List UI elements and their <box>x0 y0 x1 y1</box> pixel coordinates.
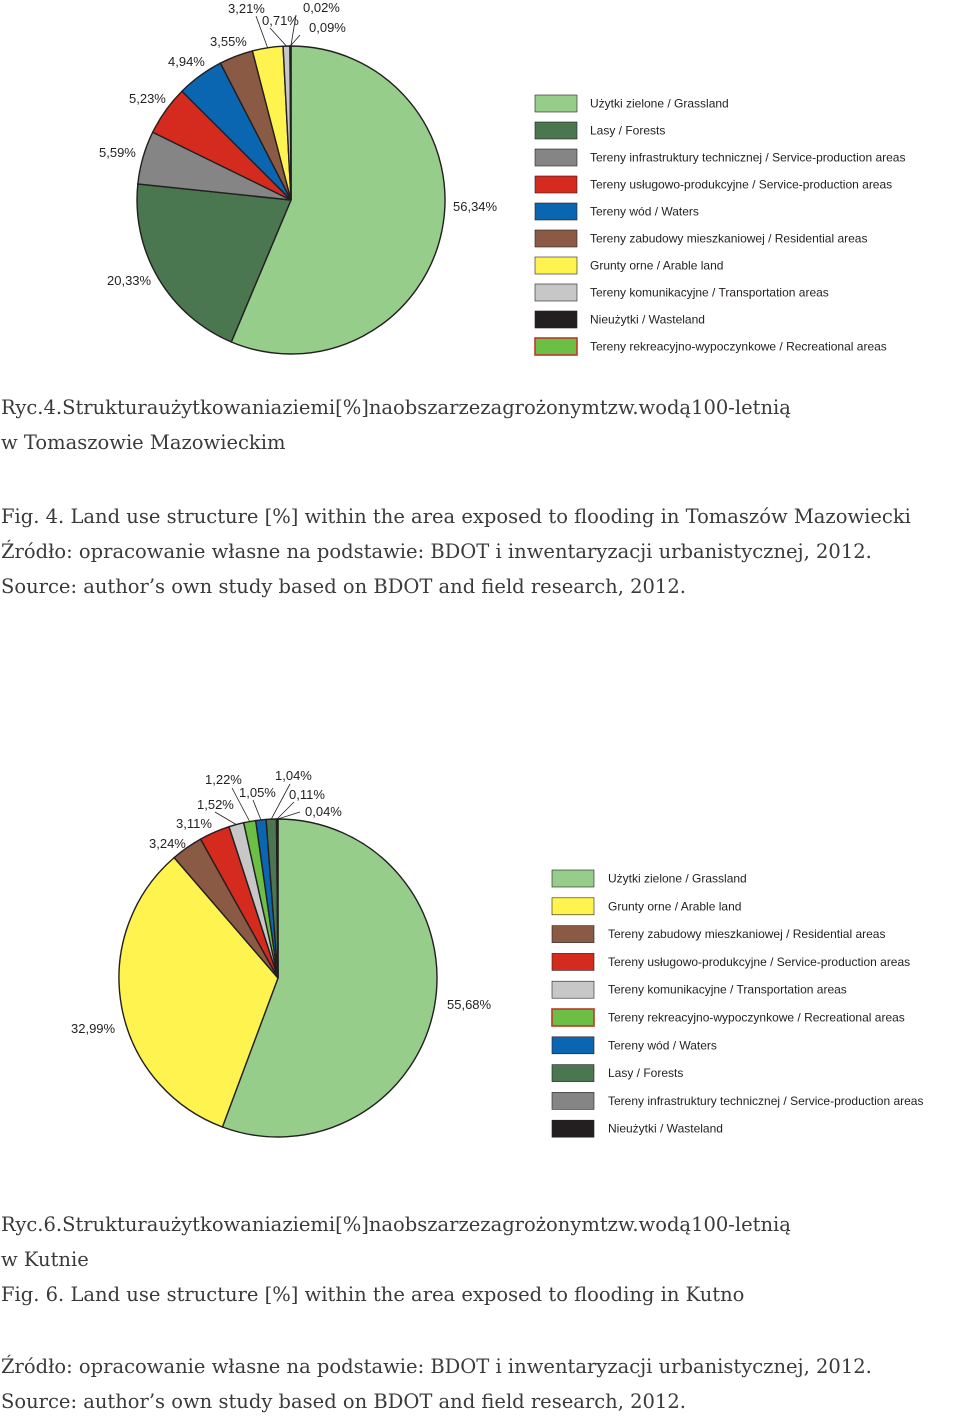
legend-swatch-residential <box>552 926 594 943</box>
slice-label-recreational: 1,22% <box>205 772 242 787</box>
fig4-word: 4. <box>43 396 63 419</box>
fig6-word: Struktura <box>62 1213 159 1236</box>
legend-swatch-arable <box>552 898 594 915</box>
slice-label-wasteland: 0,09% <box>309 20 346 35</box>
fig4-word: obszarze <box>393 396 481 419</box>
legend-label-recreational: Tereny rekreacyjno-wypoczynkowe / Recreational areas <box>608 1010 905 1025</box>
slice-label-service: 3,11% <box>176 816 212 831</box>
slice-label-waters: 1,05% <box>239 785 276 800</box>
slice-label-grassland: 56,34% <box>453 199 498 214</box>
fig4-word: użytkowania <box>158 396 283 419</box>
slice-label-waters: 4,94% <box>168 54 205 69</box>
legend-label-wasteland: Nieużytki / Wasteland <box>590 312 705 327</box>
pie-slices <box>137 46 445 354</box>
legend-swatch-forests <box>535 122 577 139</box>
pie-chart-tomaszow <box>0 0 960 365</box>
fig6-word: wodą <box>638 1213 692 1236</box>
fig4-word: [%] <box>335 396 369 419</box>
legend-label-service: Tereny usługowo-produkcyjne / Service-production areas <box>608 954 911 969</box>
legend-swatch-grassland <box>535 95 577 112</box>
fig6-word: obszarze <box>393 1213 481 1236</box>
legend-label-arable: Grunty orne / Arable land <box>608 899 742 914</box>
legend-swatch-recreational <box>552 1009 594 1026</box>
legend-swatch-transport <box>552 981 594 998</box>
legend-swatch-service <box>535 176 577 193</box>
leader-line-transport <box>215 812 236 825</box>
pie-chart-kutno <box>0 760 960 1160</box>
caption-fig4-source-en: Source: author’s own study based on BDOT and field research, 2012. <box>1 575 686 598</box>
legend-swatch-waters <box>552 1037 594 1054</box>
legend-label-technical: Tereny infrastruktury technicznej / Service-production areas <box>608 1093 924 1108</box>
caption-fig6-source-pl: Źródło: opracowanie własne na podstawie: BDOT i inwentaryzacji urbanistycznej, 2012. <box>1 1355 872 1378</box>
legend-label-technical: Tereny infrastruktury technicznej / Service-production areas <box>590 150 906 165</box>
fig4-word: 100-letnią <box>691 396 791 419</box>
legend-swatch-technical <box>535 149 577 166</box>
legend-swatch-recreational <box>535 338 577 355</box>
slice-label-technical: 0,11% <box>289 787 325 802</box>
leader-line-waters <box>253 800 261 820</box>
slice-label-residential: 3,55% <box>210 34 247 49</box>
fig4-word: tzw. <box>599 396 639 419</box>
fig6-word: ziemi <box>282 1213 336 1236</box>
fig4-word: na <box>368 396 394 419</box>
fig6-word: 100-letnią <box>691 1213 791 1236</box>
legend-label-residential: Tereny zabudowy mieszkaniowej / Residential areas <box>608 927 886 942</box>
pie-slices <box>119 819 437 1137</box>
leader-line-transport <box>270 28 287 46</box>
fig4-word: wodą <box>638 396 692 419</box>
fig4-word: zagrożonym <box>480 396 600 419</box>
legend-label-wasteland: Nieużytki / Wasteland <box>608 1121 723 1136</box>
slice-label-arable: 3,21% <box>228 1 265 16</box>
legend-label-waters: Tereny wód / Waters <box>608 1038 717 1053</box>
legend-swatch-waters <box>535 203 577 220</box>
slice-label-wasteland: 0,04% <box>305 804 342 819</box>
legend-label-residential: Tereny zabudowy mieszkaniowej / Residential areas <box>590 231 868 246</box>
caption-fig6-pl-line2: w Kutnie <box>1 1248 89 1271</box>
slice-label-residential: 3,24% <box>149 836 186 851</box>
legend-swatch-forests <box>552 1065 594 1082</box>
fig4-word: Struktura <box>62 396 159 419</box>
slice-label-forests: 1,04% <box>275 768 312 783</box>
legend-label-arable: Grunty orne / Arable land <box>590 258 724 273</box>
caption-fig6-en: Fig. 6. Land use structure [%] within the area exposed to flooding in Kutno <box>1 1283 745 1306</box>
legend-label-forests: Lasy / Forests <box>608 1066 684 1081</box>
caption-fig4-en-block <box>1 499 960 604</box>
fig6-word: na <box>368 1213 394 1236</box>
legend-swatch-wasteland <box>535 311 577 328</box>
fig6-word: tzw. <box>599 1213 639 1236</box>
legend-label-transport: Tereny komunikacyjne / Transportation areas <box>608 982 847 997</box>
legend-label-grassland: Użytki zielone / Grassland <box>590 96 729 111</box>
slice-label-recreational: 0,02% <box>303 0 340 15</box>
legend-label-forests: Lasy / Forests <box>590 123 666 138</box>
caption-fig4-pl-line1 <box>1 390 959 425</box>
legend <box>552 870 923 1137</box>
legend <box>535 95 905 355</box>
caption-fig4-source-pl: Źródło: opracowanie własne na podstawie: BDOT i inwentaryzacji urbanistycznej, 2012. <box>1 540 872 563</box>
legend-label-service: Tereny usługowo-produkcyjne / Service-production areas <box>590 177 893 192</box>
fig6-word: użytkowania <box>158 1213 283 1236</box>
slice-label-forests: 20,33% <box>107 273 152 288</box>
caption-fig4-pl-line2: w Tomaszowie Mazowieckim <box>1 431 286 454</box>
slice-label-transport: 0,71% <box>262 13 299 28</box>
caption-fig4 <box>1 390 960 460</box>
legend-swatch-grassland <box>552 870 594 887</box>
legend-label-waters: Tereny wód / Waters <box>590 204 699 219</box>
legend-swatch-technical <box>552 1092 594 1109</box>
legend-label-transport: Tereny komunikacyjne / Transportation areas <box>590 285 829 300</box>
caption-fig6 <box>1 1207 960 1312</box>
legend-swatch-transport <box>535 284 577 301</box>
fig6-word: Ryc. <box>1 1213 44 1236</box>
fig6-word: zagrożonym <box>480 1213 600 1236</box>
caption-fig6-source-en: Source: author’s own study based on BDOT and field research, 2012. <box>1 1390 686 1413</box>
fig6-word: [%] <box>335 1213 369 1236</box>
legend-swatch-residential <box>535 230 577 247</box>
fig4-word: Ryc. <box>1 396 44 419</box>
slice-label-grassland: 55,68% <box>447 997 492 1012</box>
caption-fig6-source-block <box>1 1349 960 1419</box>
legend-label-recreational: Tereny rekreacyjno-wypoczynkowe / Recreational areas <box>590 339 887 354</box>
legend-swatch-service <box>552 953 594 970</box>
fig6-word: 6. <box>43 1213 63 1236</box>
slice-label-arable: 32,99% <box>71 1021 116 1036</box>
slice-label-technical: 5,59% <box>99 145 136 160</box>
fig4-word: ziemi <box>282 396 336 419</box>
legend-swatch-wasteland <box>552 1120 594 1137</box>
caption-fig6-pl-line1 <box>1 1207 959 1242</box>
slice-label-transport: 1,52% <box>197 797 234 812</box>
legend-label-grassland: Użytki zielone / Grassland <box>608 871 747 886</box>
caption-fig4-en: Fig. 4. Land use structure [%] within the area exposed to flooding in Tomaszów Mazowiecki <box>1 505 911 528</box>
slice-label-service: 5,23% <box>129 91 166 106</box>
legend-swatch-arable <box>535 257 577 274</box>
